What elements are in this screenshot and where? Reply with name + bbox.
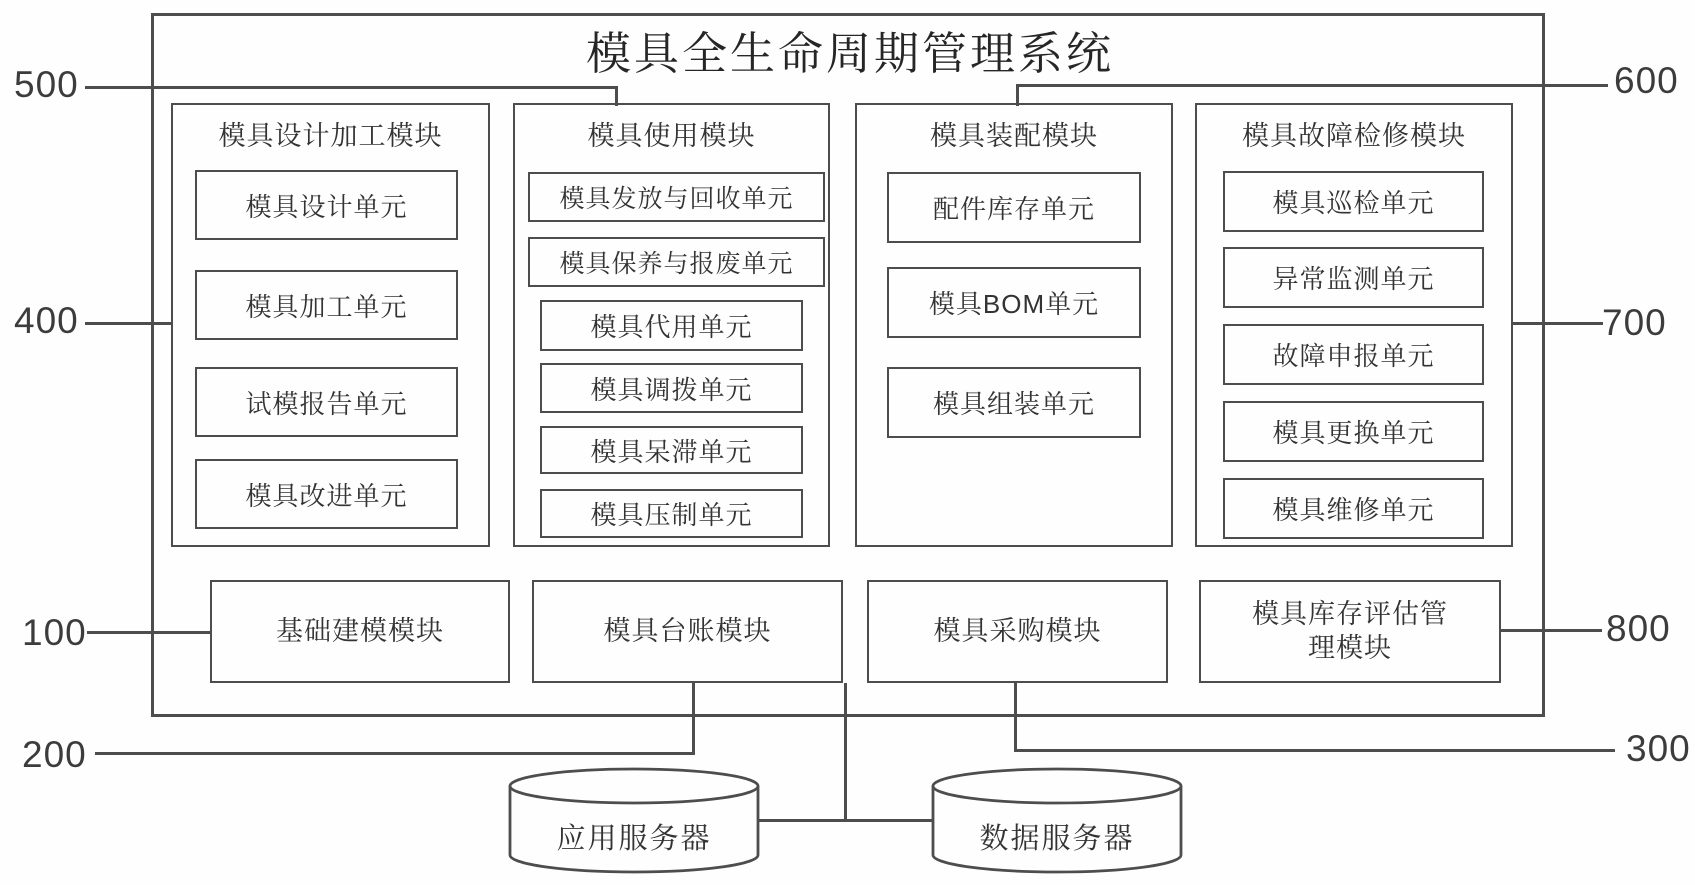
module-box-inventory-eval: 模具库存评估管理模块 — [1199, 580, 1501, 683]
unit-box: 模具更换单元 — [1223, 401, 1484, 462]
unit-box: 模具调拨单元 — [540, 363, 803, 413]
ref-label-800: 800 — [1606, 608, 1671, 649]
ref-label-600: 600 — [1614, 60, 1679, 101]
leader-riser-300 — [1014, 683, 1017, 752]
leader-drop-600 — [1016, 84, 1019, 106]
diagram-title: 模具全生命周期管理系统 — [585, 28, 1114, 79]
server-connector-line — [757, 819, 934, 822]
unit-box: 模具保养与报废单元 — [528, 237, 825, 287]
module-title-design: 模具设计加工模块 — [218, 121, 443, 151]
unit-box: 模具呆滞单元 — [540, 426, 803, 474]
unit-box: 模具代用单元 — [540, 300, 803, 351]
leader-line-600 — [1016, 84, 1608, 87]
module-title-assembly: 模具装配模块 — [930, 121, 1098, 151]
unit-box: 模具设计单元 — [195, 170, 458, 240]
module-box-purchasing: 模具采购模块 — [867, 580, 1168, 683]
module-box-ledger: 模具台账模块 — [532, 580, 843, 683]
leader-line-100 — [87, 631, 212, 634]
module-box-basic-modeling: 基础建模模块 — [210, 580, 510, 683]
ref-label-100: 100 — [22, 612, 87, 653]
application-server-label: 应用服务器 — [556, 822, 712, 855]
leader-riser-200 — [692, 683, 695, 755]
unit-box: 模具BOM单元 — [887, 267, 1141, 338]
leader-line-700 — [1513, 322, 1603, 325]
leader-line-200 — [95, 752, 695, 755]
leader-line-400 — [85, 322, 173, 325]
ref-label-200: 200 — [22, 734, 87, 775]
unit-box: 试模报告单元 — [195, 367, 458, 437]
unit-box: 模具加工单元 — [195, 270, 458, 340]
unit-box: 配件库存单元 — [887, 172, 1141, 243]
unit-box: 故障申报单元 — [1223, 324, 1484, 385]
leader-line-800 — [1501, 629, 1602, 632]
leader-drop-500 — [615, 86, 618, 106]
unit-box: 模具巡检单元 — [1223, 171, 1484, 232]
data-server-label: 数据服务器 — [979, 822, 1135, 855]
ref-label-400: 400 — [14, 300, 79, 341]
leader-line-300 — [1014, 749, 1615, 752]
data-server — [928, 765, 1186, 877]
ref-label-300: 300 — [1626, 728, 1691, 769]
module-title-usage: 模具使用模块 — [587, 121, 756, 151]
unit-box: 模具组装单元 — [887, 367, 1141, 438]
ref-label-500: 500 — [14, 64, 79, 105]
leader-line-500 — [85, 86, 617, 89]
module-title-maintenance: 模具故障检修模块 — [1242, 121, 1466, 151]
ref-label-700: 700 — [1602, 302, 1667, 343]
unit-box: 模具发放与回收单元 — [528, 172, 825, 222]
unit-box: 模具维修单元 — [1223, 478, 1484, 539]
application-server — [505, 765, 763, 877]
server-drop-line — [844, 683, 847, 822]
unit-box: 模具改进单元 — [195, 459, 458, 529]
unit-box: 模具压制单元 — [540, 489, 803, 538]
unit-box: 异常监测单元 — [1223, 247, 1484, 308]
